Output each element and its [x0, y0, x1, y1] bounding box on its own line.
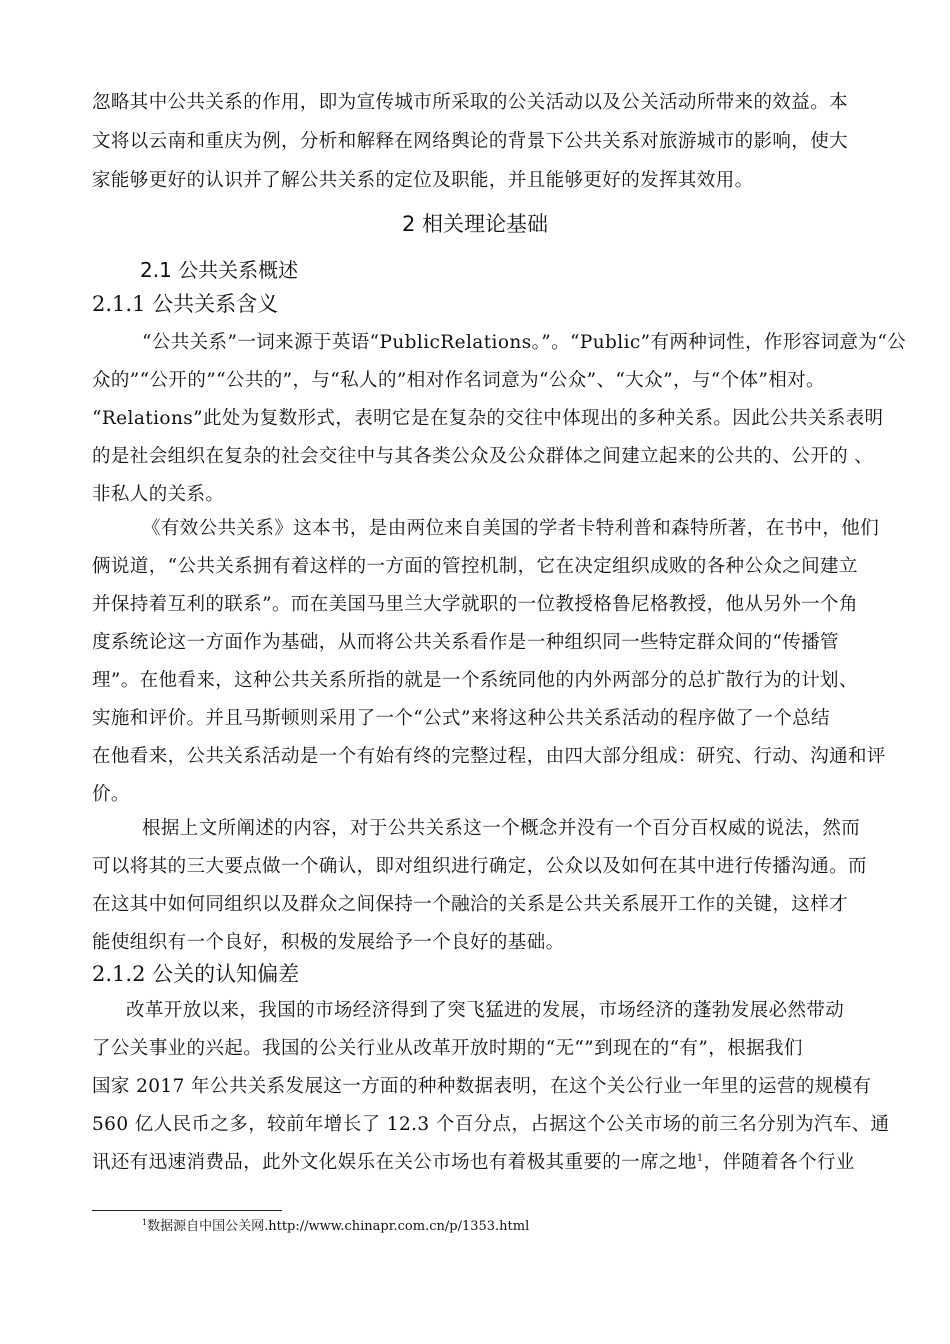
paragraph-line: 并保持着互利的联系”。而在美国马里兰大学就职的一位教授格鲁尼格教授，他从另外一个角 — [92, 594, 858, 615]
footnote-number: 1 — [142, 1218, 148, 1227]
paragraph-text: ，伴随着各个行业 — [703, 1152, 855, 1173]
paragraph-line: 文将以云南和重庆为例，分析和解释在网络舆论的背景下公共关系对旅游城市的影响，使大 — [92, 131, 849, 152]
paragraph-line: 家能够更好的认识并了解公共关系的定位及职能，并且能够更好的发挥其效用。 — [92, 170, 754, 191]
paragraph-line — [92, 1148, 855, 1174]
paragraph-line: 理”。在他看来，这种公共关系所指的就是一个系统同他的内外两部分的总扩散行为的计划、 — [92, 670, 858, 691]
paragraph-line: 非私人的关系。 — [92, 484, 225, 505]
paragraph-line: 众的”“公开的”“公共的”，与“私人的”相对作名词意为“公众”、“大众”，与“个体”相对。 — [92, 370, 825, 391]
paragraph-line: 560 亿人民币之多，较前年增长了 12.3 个百分点，占据这个公关市场的前三名分别为汽车、通 — [92, 1114, 890, 1135]
paragraph-line: 的是社会组织在复杂的社会交往中与其各类公众及公众群体之间建立起来的公共的、公开的 、 — [92, 446, 874, 467]
section-heading: 2.1 公共关系概述 — [140, 258, 299, 282]
paragraph-line: 能使组织有一个良好，积极的发展给予一个良好的基础。 — [92, 932, 565, 953]
footnote-marker: 1 — [696, 1152, 704, 1164]
paragraph-line: 实施和评价。并且马斯顿则采用了一个“公式”来将这种公共关系活动的程序做了一个总结 — [92, 708, 830, 729]
paragraph-line: 俩说道，“公共关系拥有着这样的一方面的管控机制，它在决定组织成败的各种公众之间建立 — [92, 556, 858, 577]
paragraph-line: 了公关事业的兴起。我国的公关行业从改革开放时期的“无“”到现在的“有”，根据我们 — [92, 1038, 803, 1059]
paragraph-line: 在他看来，公共关系活动是一个有始有终的完整过程，由四大部分组成：研究、行动、沟通和评 — [92, 746, 886, 767]
paragraph-line: “公共关系”一词来源于英语“PublicRelations。”。“Public”有两种词性，作形容词意为“公 — [142, 332, 907, 353]
paragraph-line: 国家 2017 年公共关系发展这一方面的种种数据表明，在这个关公行业一年里的运营的规模有 — [92, 1076, 872, 1097]
subsection-heading: 2.1.2 公关的认知偏差 — [92, 962, 300, 986]
paragraph-text: 讯还有迅速消费品，此外文化娱乐在关公市场也有着极其重要的一席之地 — [92, 1152, 697, 1173]
paragraph-line: 《有效公共关系》这本书，是由两位来自美国的学者卡特利普和森特所著，在书中，他们 — [142, 518, 880, 539]
footnote-divider — [92, 1210, 282, 1211]
footnote — [142, 1215, 529, 1234]
footnote-text: 数据源自中国公关网.http://www.chinapr.com.cn/p/1353.html — [147, 1219, 530, 1234]
paragraph-line: 价。 — [92, 784, 130, 805]
paragraph-line: 改革开放以来，我国的市场经济得到了突飞猛进的发展，市场经济的蓬勃发展必然带动 — [126, 1000, 845, 1021]
paragraph-line: 忽略其中公共关系的作用，即为宣传城市所采取的公关活动以及公关活动所带来的效益。本 — [92, 92, 849, 113]
paragraph-line: 在这其中如何同组织以及群众之间保持一个融洽的关系是公共关系展开工作的关键，这样才 — [92, 894, 849, 915]
subsection-heading: 2.1.1 公共关系含义 — [92, 292, 279, 316]
paragraph-line: 可以将其的三大要点做一个确认，即对组织进行确定，公众以及如何在其中进行传播沟通。而 — [92, 856, 867, 877]
paragraph-line: 度系统论这一方面作为基础，从而将公共关系看作是一种组织同一些特定群众间的“传播管 — [92, 632, 839, 653]
paragraph-line: “Relations”此处为复数形式，表明它是在复杂的交往中体现出的多种关系。因此公共关系表明 — [92, 408, 884, 429]
chapter-heading: 2 相关理论基础 — [401, 212, 549, 236]
paragraph-line: 根据上文所阐述的内容，对于公共关系这一个概念并没有一个百分百权威的说法，然而 — [142, 818, 861, 839]
